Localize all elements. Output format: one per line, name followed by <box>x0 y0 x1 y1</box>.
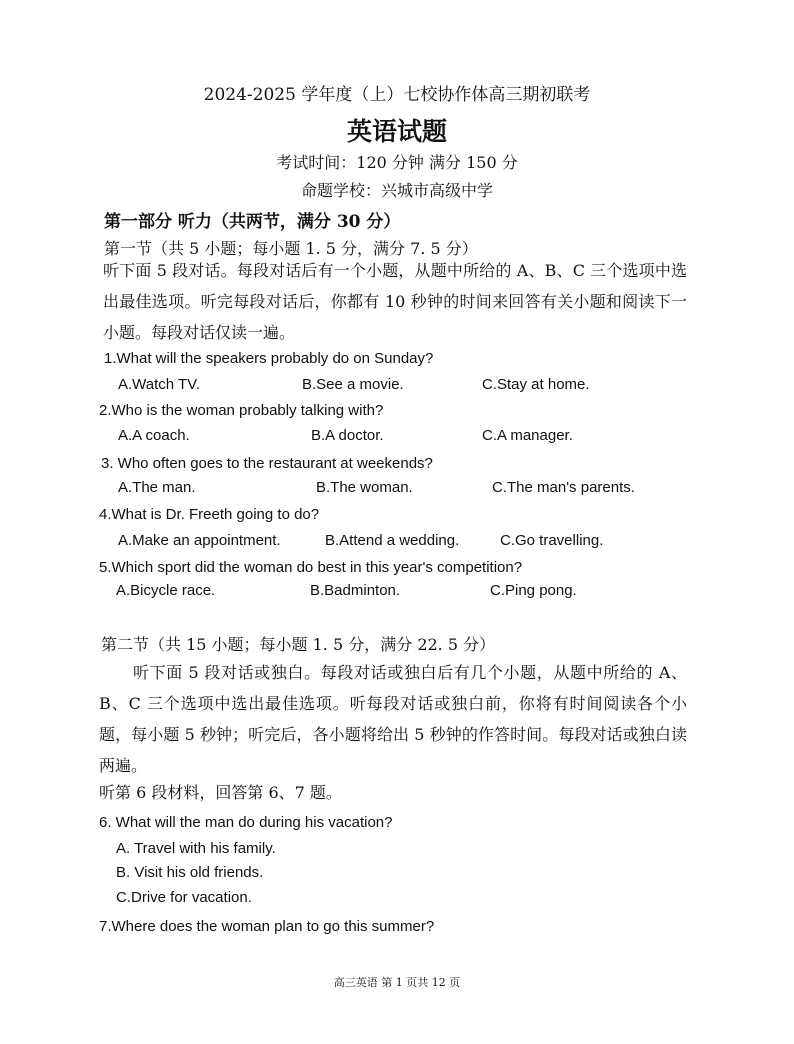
question-6-option-a: A. Travel with his family. <box>116 840 276 857</box>
question-3-option-c: C.The man's parents. <box>492 479 635 496</box>
question-3-option-a: A.The man. <box>118 479 196 496</box>
question-2-option-a: A.A coach. <box>118 427 190 444</box>
page-title: 英语试题 <box>346 117 447 146</box>
question-4-option-a: A.Make an appointment. <box>118 532 281 549</box>
section2-heading: 第二节（共 15 小题；每小题 1. 5 分，满分 22. 5 分） <box>101 635 496 654</box>
question-4: 4.What is Dr. Freeth going to do? <box>99 506 320 523</box>
question-4-option-c: C.Go travelling. <box>500 532 604 549</box>
section1-instructions: 听下面 5 段对话。每段对话后有一个小题，从题中所给的 A、B、C 三个选项中选出最佳选项。听完每段对话后，你都有 10 秒钟的时间来回答有关小题和阅读下一小题。每段对话仅读一遍。 <box>103 261 687 342</box>
part1-heading: 第一部分 听力（共两节，满分 30 分） <box>104 212 401 232</box>
question-7: 7.Where does the woman plan to go this summer? <box>99 918 435 935</box>
question-3: 3. Who often goes to the restaurant at weekends? <box>101 455 433 472</box>
page-footer: 高三英语 第 1 页共 12 页 <box>333 976 461 989</box>
exam-school: 命题学校：兴城市高级中学 <box>300 181 493 200</box>
question-2-option-c: C.A manager. <box>482 427 573 444</box>
question-5-option-b: B.Badminton. <box>310 582 401 599</box>
question-4-option-b: B.Attend a wedding. <box>325 532 460 549</box>
section2-instructions: 听下面 5 段对话或独白。每段对话或独白后有几个小题，从题中所给的 A、B、C 三个选项中选出最佳选项。听每段对话或独白前，你将有时间阅读各个小题，每小题 5 秒钟；听完后，各小题将给出 5 秒钟的作答时间。每段对话或独白读两遍。 <box>99 663 687 775</box>
section1-heading: 第一节（共 5 小题；每小题 1. 5 分，满分 7. 5 分） <box>104 239 478 258</box>
question-6-option-b: B. Visit his old friends. <box>116 864 264 881</box>
question-5-option-c: C.Ping pong. <box>490 582 577 599</box>
exam-line: 2024-2025 学年度（上）七校协作体高三期初联考 <box>203 85 591 105</box>
question-5: 5.Which sport did the woman do best in this year's competition? <box>99 559 523 576</box>
question-1-option-a: A.Watch TV. <box>118 376 200 393</box>
question-2-option-b: B.A doctor. <box>311 427 384 444</box>
material-6-note: 听第 6 段材料，回答第 6、7 题。 <box>99 783 342 802</box>
exam-time-score: 考试时间：120 分钟 满分 150 分 <box>276 153 518 172</box>
question-3-option-b: B.The woman. <box>316 479 413 496</box>
question-1-option-b: B.See a movie. <box>302 376 404 393</box>
question-6: 6. What will the man do during his vacation? <box>99 814 393 831</box>
question-1: 1.What will the speakers probably do on Sunday? <box>104 350 434 367</box>
question-6-option-c: C.Drive for vacation. <box>116 889 252 906</box>
question-5-option-a: A.Bicycle race. <box>116 582 216 599</box>
question-1-option-c: C.Stay at home. <box>482 376 590 393</box>
question-2: 2.Who is the woman probably talking with? <box>99 402 384 419</box>
